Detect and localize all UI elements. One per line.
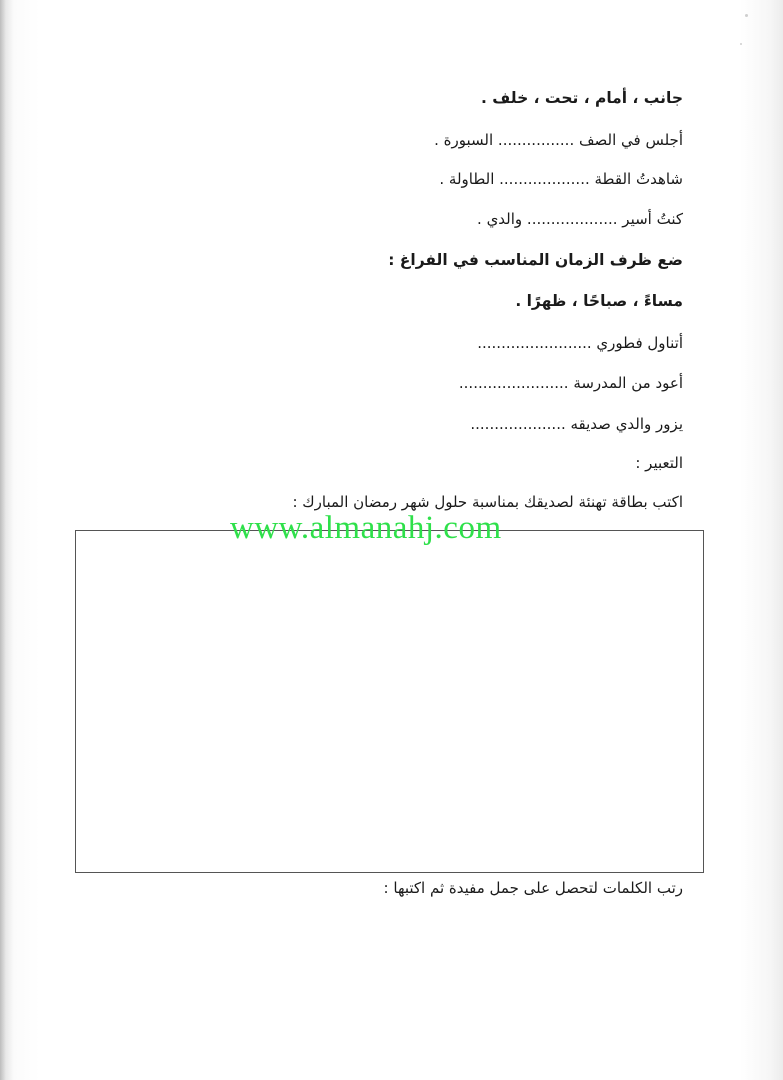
scan-speck <box>740 43 742 45</box>
sentence-item: أجلس في الصف ................ السبورة . <box>434 131 683 149</box>
final-instruction: رتب الكلمات لتحصل على جمل مفيدة ثم اكتبها : <box>383 879 683 897</box>
scan-speck <box>745 14 748 17</box>
writing-box[interactable] <box>75 530 704 873</box>
writing-prompt: اكتب بطاقة تهنئة لصديقك بمناسبة حلول شهر رمضان المبارك : <box>292 493 683 511</box>
sentence-item: أعود من المدرسة ....................... <box>458 374 683 392</box>
section-heading-expression: التعبير : <box>635 454 683 472</box>
sentence-item: كنتُ أسير ................... والدي . <box>477 210 683 228</box>
watermark-text: www.almanahj.com <box>230 510 502 546</box>
sentence-item: يزور والدي صديقه .................... <box>470 415 683 433</box>
sentence-item: أتناول فطوري ........................ <box>477 334 683 352</box>
word-bank-place-adverbs: جانب ، أمام ، تحت ، خلف . <box>481 89 683 107</box>
word-bank-time-adverbs: مساءً ، صباحًا ، ظهرًا . <box>515 292 683 310</box>
sentence-item: شاهدتُ القطة ................... الطاولة . <box>439 170 683 188</box>
instruction-time-adverbs: ضع ظرف الزمان المناسب في الفراغ : <box>388 251 683 269</box>
